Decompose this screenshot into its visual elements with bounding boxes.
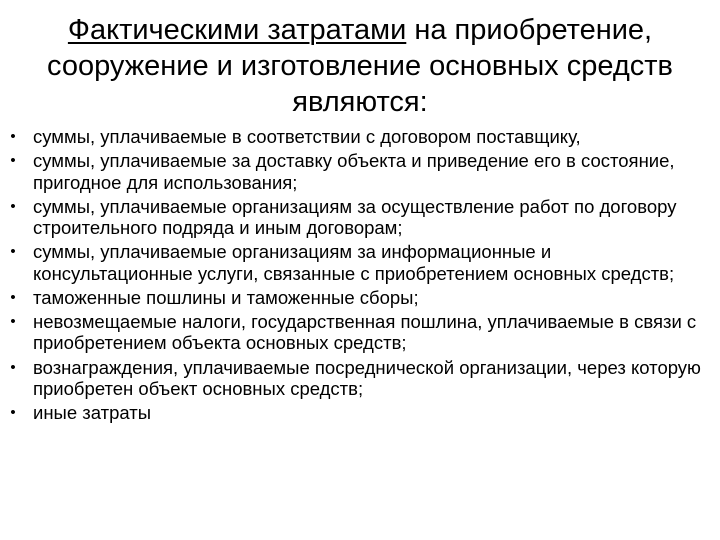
list-item bbox=[0, 287, 712, 309]
slide-title-underlined: Фактическими затратами bbox=[67, 14, 407, 46]
list-item-text: вознаграждения, уплачиваемые посреднической организации, через которую приобретен объект основных средств; bbox=[33, 356, 701, 400]
list-item-text: суммы, уплачиваемые в соответствии с договором поставщику, bbox=[33, 126, 581, 147]
bullet-dot-icon: • bbox=[10, 152, 16, 170]
bullet-dot-icon: • bbox=[10, 312, 16, 330]
list-item bbox=[0, 126, 712, 148]
bullet-dot-icon: • bbox=[10, 197, 16, 215]
list-item bbox=[0, 150, 712, 193]
list-item-text: таможенные пошлины и таможенные сборы; bbox=[33, 286, 419, 308]
list-item bbox=[0, 402, 712, 424]
bullet-dot-icon: • bbox=[10, 358, 16, 376]
bullet-dot-icon: • bbox=[10, 288, 16, 306]
list-item-text: суммы, уплачиваемые за доставку объекта и приведение его в состояние, пригодное для использования; bbox=[33, 150, 675, 193]
slide-title-rest: на приобретение, сооружение и изготовление основных средств являются: bbox=[47, 14, 673, 118]
bullet-dot-icon: • bbox=[10, 243, 16, 261]
list-item bbox=[0, 196, 712, 239]
list-item bbox=[0, 311, 712, 354]
list-item-text: суммы, уплачиваемые организациям за информационные и консультационные услуги, связанные с приобретением основных средств; bbox=[33, 241, 675, 284]
costs-list bbox=[0, 126, 712, 426]
bullet-dot-icon: • bbox=[10, 404, 16, 422]
bullet-dot-icon: • bbox=[10, 128, 16, 145]
slide-title bbox=[20, 12, 700, 120]
list-item bbox=[0, 357, 712, 400]
list-item-text: иные затраты bbox=[33, 402, 152, 424]
list-item bbox=[0, 241, 712, 284]
list-item-text: невозмещаемые налоги, государственная пошлина, уплачиваемые в связи с приобретением объекта основных средств; bbox=[33, 310, 697, 354]
list-item-text: суммы, уплачиваемые организациям за осуществление работ по договору строительного подряда и иным договорам; bbox=[33, 195, 677, 239]
